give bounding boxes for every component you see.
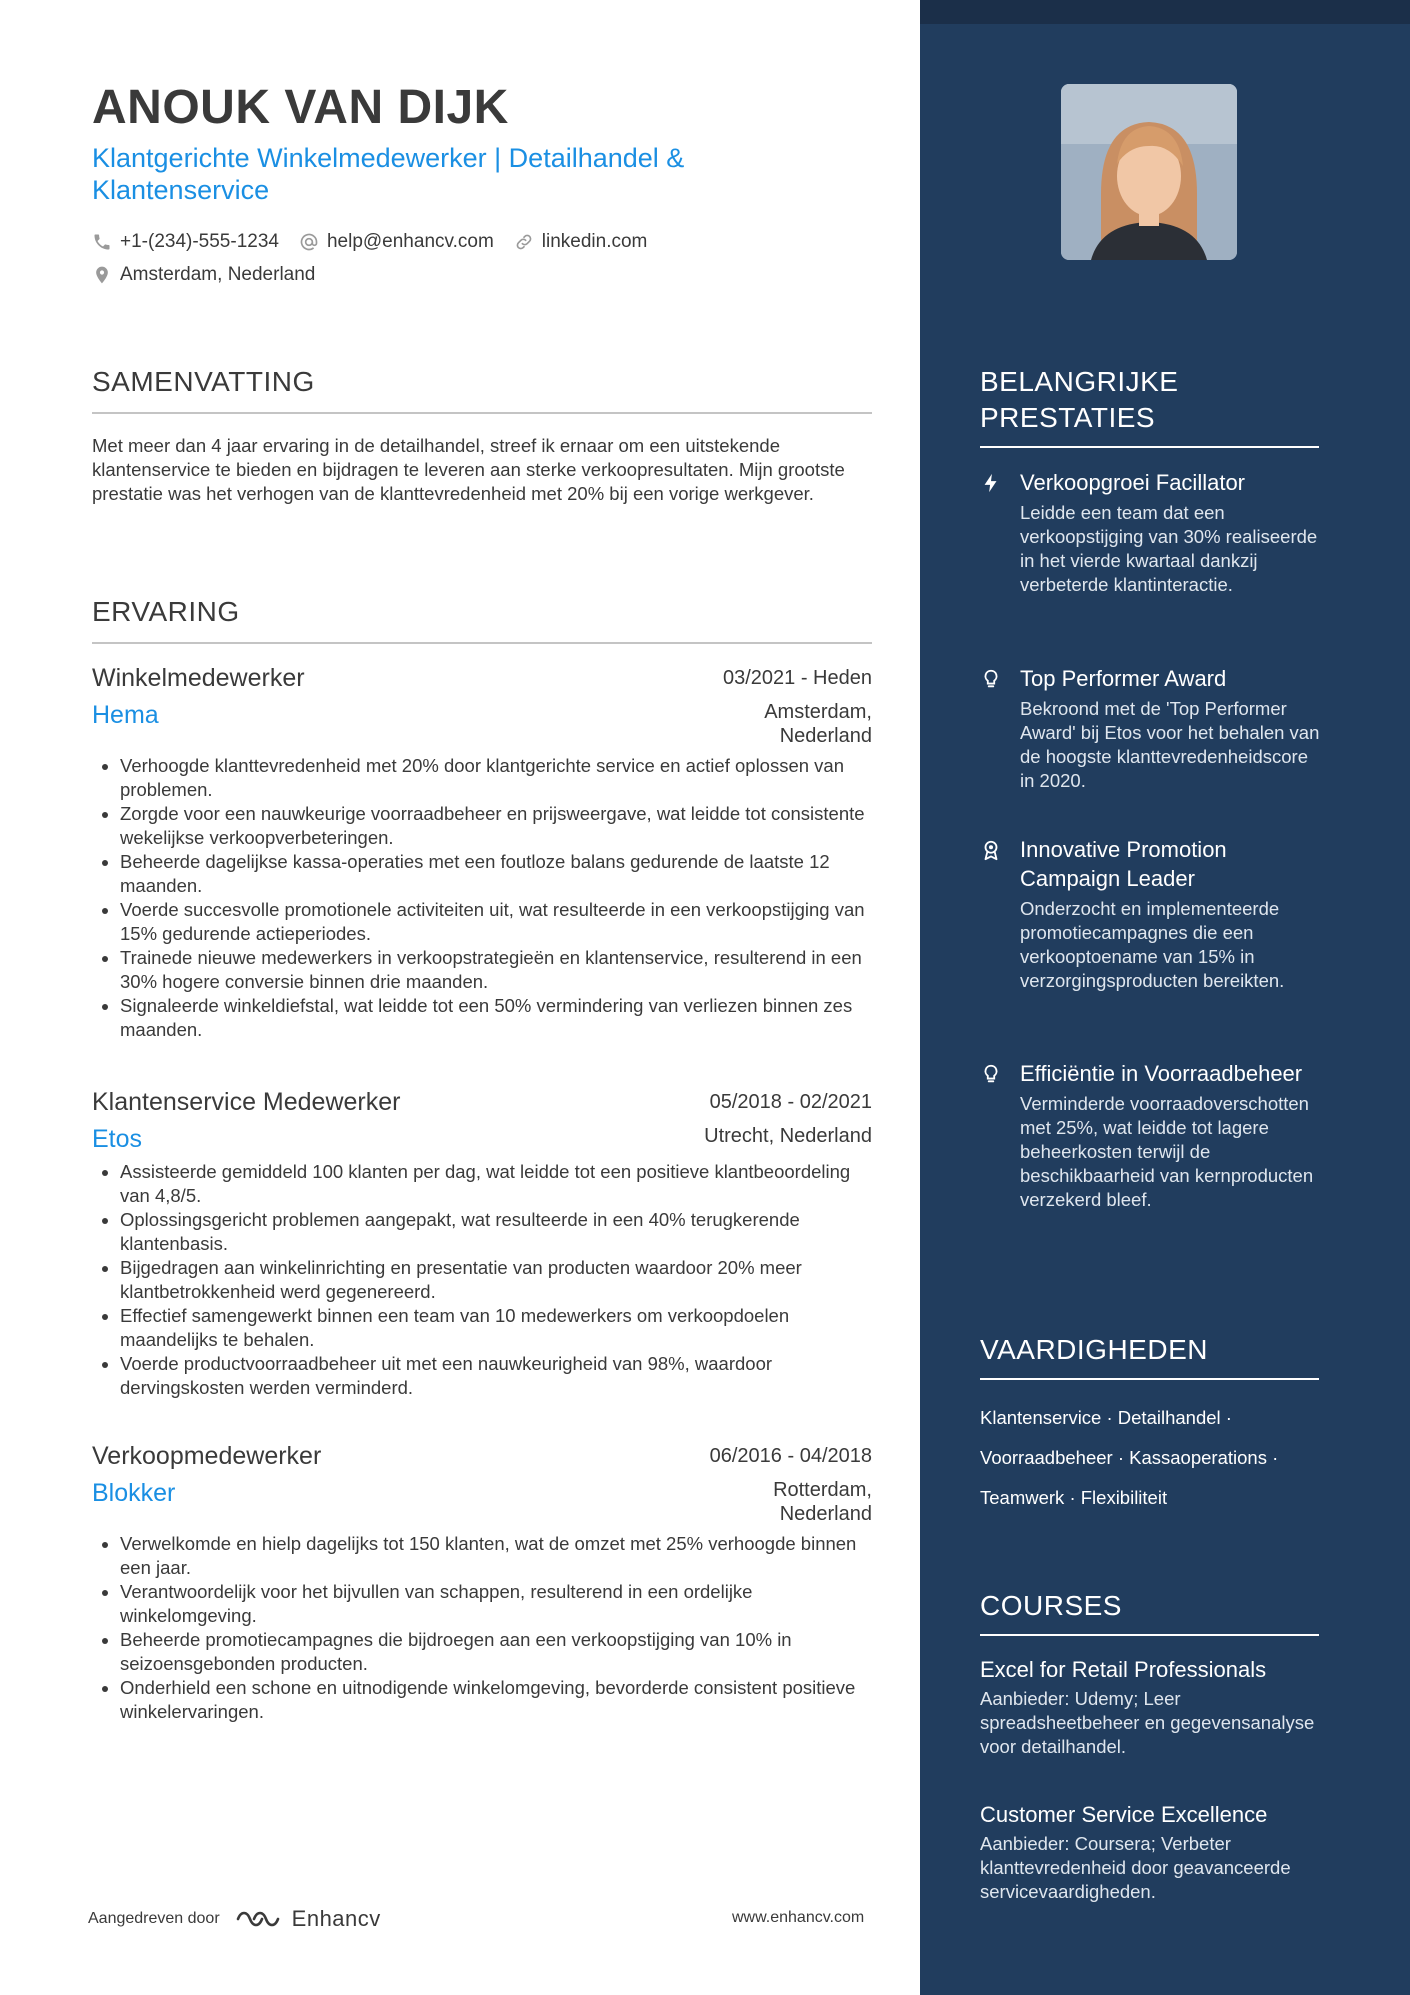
job-title: Winkelmedewerker bbox=[92, 664, 305, 692]
location-text: Amsterdam, Nederland bbox=[120, 264, 316, 285]
course-title: Customer Service Excellence bbox=[980, 1802, 1268, 1827]
skills-line: Teamwerk · Flexibiliteit bbox=[980, 1487, 1168, 1508]
achievement-desc: Leidde een team dat een verkoopstijging van 30% realiseerde in het vierde kwartaal dankzij verbeterde klantinteractie. bbox=[1020, 502, 1318, 595]
job-entry bbox=[92, 662, 872, 1042]
job-bullet: • Verwelkomde en hielp dagelijks tot 150 klanten, wat de omzet met 25% verhoogde binnen een jaar. bbox=[120, 1532, 872, 1580]
summary-text: Met meer dan 4 jaar ervaring in de detailhandel, streef ik ernaar om een uitstekende klantenservice te bieden en bijdragen te leveren aan sterke verkoopresultaten. Mijn grootste prestatie was het verhogen van de klanttevredenheid met 20% bij een vorige werkgever. bbox=[92, 435, 845, 504]
achievements-section-title: BELANGRIJKE PRESTATIES bbox=[980, 364, 1319, 448]
job-bullet: • Oplossingsgericht problemen aangepakt, wat resulteerde in een 40% terugkerende klantenbasis. bbox=[120, 1208, 872, 1256]
job-bullets bbox=[92, 1160, 872, 1400]
footer-website[interactable]: www.enhancv.com bbox=[732, 1909, 865, 1926]
job-bullet: • Voerde succesvolle promotionele activiteiten uit, wat resulteerde in een verkoopstijging van 15% gedurende actieperiodes. bbox=[120, 898, 872, 946]
job-dates: 06/2016 - 04/2018 bbox=[709, 1445, 872, 1467]
at-icon bbox=[299, 232, 319, 252]
job-bullets bbox=[92, 754, 872, 1042]
footer-branding bbox=[88, 1906, 381, 1932]
achievement-item bbox=[980, 664, 1320, 793]
job-location: Amsterdam, Nederland bbox=[764, 701, 872, 747]
phone-text: +1-(234)-555-1234 bbox=[120, 231, 279, 252]
achievement-desc: Bekroond met de 'Top Performer Award' bij Etos voor het behalen van de hoogste klanttevredenheidscore in 2020. bbox=[1020, 698, 1320, 791]
job-bullet: • Voerde productvoorraadbeheer uit met een nauwkeurigheid van 98%, waardoor dervingskosten werden verminderd. bbox=[120, 1352, 872, 1400]
achievement-desc: Onderzocht en implementeerde promotiecampagnes die een verkooptoename van 15% in verzorgingsproducten bereikten. bbox=[1020, 898, 1285, 991]
course-item bbox=[980, 1655, 1325, 1759]
headline: Klantgerichte Winkelmedewerker | Detailhandel & Klantenservice bbox=[92, 143, 685, 205]
job-entry bbox=[92, 1440, 872, 1724]
achievement-title: Efficiëntie in Voorraadbeheer bbox=[1020, 1061, 1303, 1086]
sidebar-top-bar bbox=[920, 0, 1410, 24]
job-title: Klantenservice Medewerker bbox=[92, 1088, 401, 1116]
job-dates: 05/2018 - 02/2021 bbox=[709, 1091, 872, 1113]
course-title: Excel for Retail Professionals bbox=[980, 1657, 1267, 1682]
job-bullet: • Verhoogde klanttevredenheid met 20% door klantgerichte service en actief oplossen van problemen. bbox=[120, 754, 872, 802]
lightbulb-icon bbox=[980, 668, 1002, 690]
job-location: Rotterdam, Nederland bbox=[773, 1479, 872, 1525]
avatar bbox=[1061, 84, 1237, 260]
award-icon bbox=[980, 839, 1002, 861]
job-entry bbox=[92, 1086, 872, 1400]
job-bullet: • Beheerde promotiecampagnes die bijdroegen aan een verkoopstijging van 10% in seizoensgebonden producten. bbox=[120, 1628, 872, 1676]
job-bullet: • Assisteerde gemiddeld 100 klanten per dag, wat leidde tot een positieve klantbeoordeling van 4,8/5. bbox=[120, 1160, 872, 1208]
lightbulb-icon bbox=[980, 1063, 1002, 1085]
skills-line: Klantenservice · Detailhandel · bbox=[980, 1407, 1232, 1428]
skills-section-title: VAARDIGHEDEN bbox=[980, 1332, 1319, 1380]
course-desc: Aanbieder: Coursera; Verbeter klanttevredenheid door geavanceerde servicevaardigheden. bbox=[980, 1833, 1291, 1902]
achievement-title: Verkoopgroei Facillator bbox=[1020, 470, 1246, 495]
company-name: Hema bbox=[92, 701, 159, 729]
achievement-item bbox=[980, 835, 1320, 993]
achievement-item bbox=[980, 468, 1320, 597]
job-title: Verkoopmedewerker bbox=[92, 1442, 322, 1470]
contact-location bbox=[92, 264, 315, 286]
contact-email[interactable] bbox=[299, 231, 494, 253]
achievement-item bbox=[980, 1059, 1320, 1212]
course-desc: Aanbieder: Udemy; Leer spreadsheetbeheer en gegevensanalyse voor detailhandel. bbox=[980, 1688, 1315, 1757]
job-bullets bbox=[92, 1532, 872, 1724]
achievement-desc: Verminderde voorraadoverschotten met 25%, wat leidde tot lagere beheerkosten terwijl de beschikbaarheid van kernproducten verzekerd bleef. bbox=[1020, 1093, 1314, 1210]
skills-line: Voorraadbeheer · Kassaoperations · bbox=[980, 1447, 1279, 1468]
experience-section-title: ERVARING bbox=[92, 596, 872, 644]
enhancv-logo-icon bbox=[234, 1906, 282, 1932]
job-bullet: • Zorgde voor een nauwkeurige voorraadbeheer en prijsweergave, wat leidde tot consistente wekelijkse verkoopverbeteringen. bbox=[120, 802, 872, 850]
achievement-title: Top Performer Award bbox=[1020, 666, 1227, 691]
brand-name: Enhancv bbox=[291, 1906, 381, 1931]
company-name: Blokker bbox=[92, 1479, 176, 1507]
location-pin-icon bbox=[92, 265, 112, 285]
linkedin-text: linkedin.com bbox=[541, 231, 648, 252]
job-bullet: • Beheerde dagelijkse kassa-operaties met een foutloze balans gedurende de laatste 12 maanden. bbox=[120, 850, 872, 898]
job-bullet: • Verantwoordelijk voor het bijvullen van schappen, resulterend in een ordelijke winkelomgeving. bbox=[120, 1580, 872, 1628]
skills-list bbox=[980, 1398, 1320, 1518]
email-text: help@enhancv.com bbox=[326, 231, 494, 252]
job-location: Utrecht, Nederland bbox=[704, 1125, 872, 1147]
courses-section-title: COURSES bbox=[980, 1588, 1319, 1636]
job-bullet: • Effectief samengewerkt binnen een team van 10 medewerkers om verkoopdoelen maandelijks te behalen. bbox=[120, 1304, 872, 1352]
phone-icon bbox=[92, 232, 112, 252]
job-bullet: • Trainede nieuwe medewerkers in verkoopstrategieën en klantenservice, resulterend in een 30% hogere conversie binnen drie maanden. bbox=[120, 946, 872, 994]
lightning-icon bbox=[980, 472, 1002, 494]
course-item bbox=[980, 1800, 1325, 1904]
contact-linkedin[interactable] bbox=[514, 231, 648, 253]
link-icon bbox=[514, 232, 534, 252]
summary-section-title: SAMENVATTING bbox=[92, 366, 872, 414]
achievement-title: Innovative Promotion Campaign Leader bbox=[1020, 837, 1227, 891]
profile-photo bbox=[1061, 84, 1237, 260]
contact-phone[interactable] bbox=[92, 231, 279, 253]
candidate-name: ANOUK VAN DIJK bbox=[92, 81, 509, 134]
company-name: Etos bbox=[92, 1125, 143, 1153]
enhancv-logo[interactable] bbox=[234, 1906, 381, 1932]
job-bullet: • Bijgedragen aan winkelinrichting en presentatie van producten waardoor 20% meer klantbetrokkenheid werd gegenereerd. bbox=[120, 1256, 872, 1304]
job-dates: 03/2021 - Heden bbox=[722, 667, 872, 689]
job-bullet: • Onderhield een schone en uitnodigende winkelomgeving, bevorderde consistent positieve winkelervaringen. bbox=[120, 1676, 872, 1724]
sidebar bbox=[920, 0, 1410, 1995]
contact-info bbox=[92, 228, 812, 294]
powered-by-label: Aangedreven door bbox=[88, 1910, 220, 1927]
job-bullet: • Signaleerde winkeldiefstal, wat leidde tot een 50% vermindering van verliezen binnen zes maanden. bbox=[120, 994, 872, 1042]
